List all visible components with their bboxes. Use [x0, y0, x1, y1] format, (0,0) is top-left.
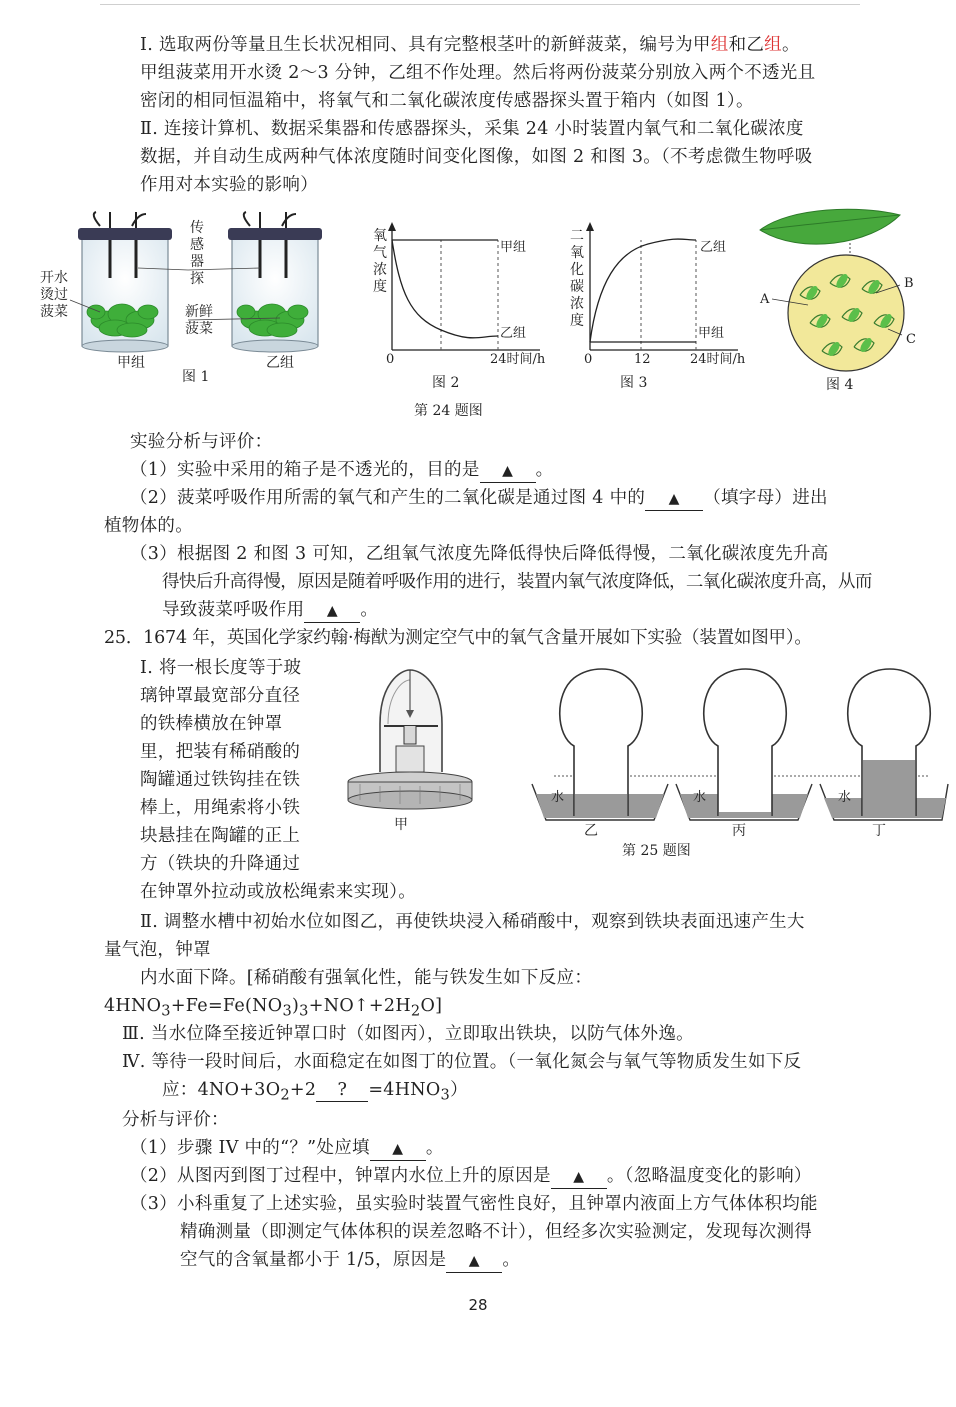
top-rule	[100, 4, 860, 5]
figure-25-water-levels	[528, 664, 948, 824]
q25-equation-1: $4HNO_3+Fe=Fe(NO_3)_3+NO↑+2H_2O$]	[104, 996, 443, 1020]
q25-question-3-line-2: 精确测量（即测定气体体积的误差忽略不计），但经多次实验测定，发现每次测得	[180, 1222, 813, 1242]
q25-step1-line-3: 的铁棒横放在钟罩	[140, 714, 283, 734]
q25-equation-2: 应：$4NO+3O_2+2$ ? $=4HNO_3$）	[162, 1080, 468, 1104]
fig2-series-a-label: 甲组	[500, 240, 527, 255]
q25-step1-line-8: 方（铁块的升降通过	[140, 854, 301, 874]
fig3-series-a-label: 乙组	[700, 240, 727, 255]
q24-intro-line-1: Ⅰ. 选取两份等量且生长状况相同、具有完整根茎叶的新鲜菠菜，编号为甲组和乙组。	[140, 35, 800, 55]
fig3-series-yi	[590, 239, 696, 342]
q24-analysis-title: 实验分析与评价：	[130, 432, 273, 452]
answer-blank[interactable]: ▲	[304, 599, 360, 623]
fig3-caption: 图 3	[620, 375, 648, 391]
q24-figures-caption: 第 24 题图	[414, 403, 483, 419]
fig2-ylabel: 氧气浓度	[373, 228, 387, 295]
q25-step4-line-1: Ⅳ. 等待一段时间后，水面稳定在如图丁的位置。（一氧化氮会与氧气等物质发生如下反	[122, 1052, 802, 1072]
figure-jia-bell-jar	[340, 664, 470, 814]
q25-analysis-title: 分析与评价：	[122, 1110, 229, 1130]
bell-jar-bing	[704, 669, 787, 816]
q24-question-3-line-1: （3）根据图 2 和图 3 可知，乙组氧气浓度先降低得快后降低得慢，二氧化碳浓度先升高	[130, 544, 829, 564]
q24-intro-line-2: 甲组菠菜用开水烫 2～3 分钟，乙组不作处理。然后将两份菠菜分别放入两个不透光且	[140, 63, 816, 83]
q25-step1-line-6: 棒上，用绳索将小铁	[140, 798, 301, 818]
fig2-caption: 图 2	[432, 375, 460, 391]
q25-question-1: （1）步骤 IV 中的“？”处应填 ▲ 。	[130, 1134, 444, 1162]
fig1-caption: 图 1	[182, 369, 210, 385]
q25-step1-line-9: 在钟罩外拉动或放松绳索来实现）。	[140, 882, 417, 902]
q25-step1-line-5: 陶罐通过铁钩挂在铁	[140, 770, 301, 790]
q25-step2-line-3: 内水面下降。[稀硝酸有强氧化性，能与铁发生如下反应：	[140, 968, 593, 988]
answer-blank[interactable]: ▲	[446, 1249, 502, 1273]
answer-blank[interactable]: ▲	[370, 1137, 426, 1161]
fig4-label-a: A	[760, 292, 770, 307]
fig2-series-yi	[392, 240, 498, 338]
fig3-series-b-label: 甲组	[698, 326, 725, 341]
q25-question-3-line-1: （3）小科重复了上述实验，虽实验时装置气密性良好，且钟罩内液面上方气体体积均能	[130, 1194, 818, 1214]
q25-question-3-line-3: 空气的含氧量都小于 1/5，原因是 ▲ 。	[180, 1246, 520, 1274]
q24-intro-line-5: 数据，并自动生成两种气体浓度随时间变化图像，如图 2 和图 3。（不考虑微生物呼吸	[140, 147, 813, 167]
fig3-tick-12: 12	[634, 352, 651, 367]
fig25-caption: 第 25 题图	[622, 843, 691, 859]
fig25-label-bing: 丙	[732, 823, 746, 839]
fig3-tick-0: 0	[584, 352, 593, 367]
fig25-label-yi: 乙	[584, 823, 598, 839]
fig25-water-ding: 水	[838, 790, 852, 805]
q25-step1-line-1: Ⅰ. 将一根长度等于玻	[140, 658, 302, 678]
fig2-tick-0: 0	[386, 352, 395, 367]
answer-blank[interactable]: ▲	[551, 1165, 607, 1189]
answer-blank[interactable]: ▲	[645, 487, 703, 511]
q24-intro-line-3: 密闭的相同恒温箱中，将氧气和二氧化碳浓度传感器探头置于箱内（如图 1）。	[140, 91, 754, 111]
q24-question-2-cont: 植物体的。	[104, 516, 193, 536]
q25-step3: Ⅲ. 当水位降至接近钟罩口时（如图丙），立即取出铁块，以防气体外逸。	[122, 1024, 694, 1044]
fig4-label-b: B	[904, 276, 914, 291]
q25-step1-line-2: 璃钟罩最宽部分直径	[140, 686, 301, 706]
q25-step2-line-1: Ⅱ. 调整水槽中初始水位如图乙，再使铁块浸入稀硝酸中，观察到铁块表面迅速产生大	[140, 912, 805, 932]
figure-4-leaf-stomata	[750, 205, 920, 380]
fig4-label-c: C	[906, 332, 916, 347]
fig1-left-label: 开水烫过菠菜	[40, 270, 68, 320]
q24-question-2: （2）菠菜呼吸作用所需的氧气和产生的二氧化碳是通过图 4 中的 ▲ （填字母）进出	[130, 484, 828, 512]
fig1-group-b: 乙组	[266, 355, 294, 371]
fig1-group-a: 甲组	[117, 355, 145, 371]
fig25-label-ding: 丁	[872, 823, 886, 839]
equation-blank[interactable]: ?	[316, 1079, 368, 1102]
fig25-label-jia: 甲	[394, 817, 408, 833]
q24-intro-line-6: 作用对本实验的影响）	[140, 175, 318, 195]
q25-step1-line-7: 块悬挂在陶罐的正上	[140, 826, 301, 846]
page-number: 28	[468, 1296, 488, 1314]
fig1-sensor-label: 传感器探	[190, 220, 204, 287]
q24-question-3-line-3: 导致菠菜呼吸作用 ▲ 。	[162, 596, 378, 624]
q25-question-2: （2）从图丙到图丁过程中，钟罩内水位上升的原因是 ▲ 。（忽略温度变化的影响）	[130, 1162, 812, 1190]
fig2-tick-24: 24时间/h	[490, 352, 546, 367]
fig1-spinach-label: 新鲜菠菜	[185, 304, 213, 337]
answer-blank[interactable]: ▲	[480, 459, 536, 483]
fig3-ylabel: 二氧化碳浓度	[570, 228, 584, 329]
fig2-series-b-label: 乙组	[500, 326, 527, 341]
q24-question-1: （1）实验中采用的箱子是不透光的，目的是 ▲ 。	[130, 456, 553, 484]
bell-jar-yi	[560, 669, 643, 816]
fig25-water-yi: 水	[551, 790, 565, 805]
q25-step1-line-4: 里，把装有稀硝酸的	[140, 742, 301, 762]
fig3-tick-24: 24时间/h	[690, 352, 746, 367]
fig4-caption: 图 4	[826, 377, 854, 393]
fig25-water-bing: 水	[693, 790, 707, 805]
q25-title: 25．1674 年，英国化学家约翰·梅猷为测定空气中的氧气含量开展如下实验（装置如图甲）。	[104, 628, 812, 648]
q25-step2-line-2: 量气泡，钟罩	[104, 940, 211, 960]
q24-question-3-line-2: 得快后升高得慢，原因是随着呼吸作用的进行，装置内氧气浓度降低，二氧化碳浓度升高，从而	[162, 572, 872, 592]
q24-intro-line-4: Ⅱ. 连接计算机、数据采集器和传感器探头，采集 24 小时装置内氧气和二氧化碳浓度	[140, 119, 804, 139]
